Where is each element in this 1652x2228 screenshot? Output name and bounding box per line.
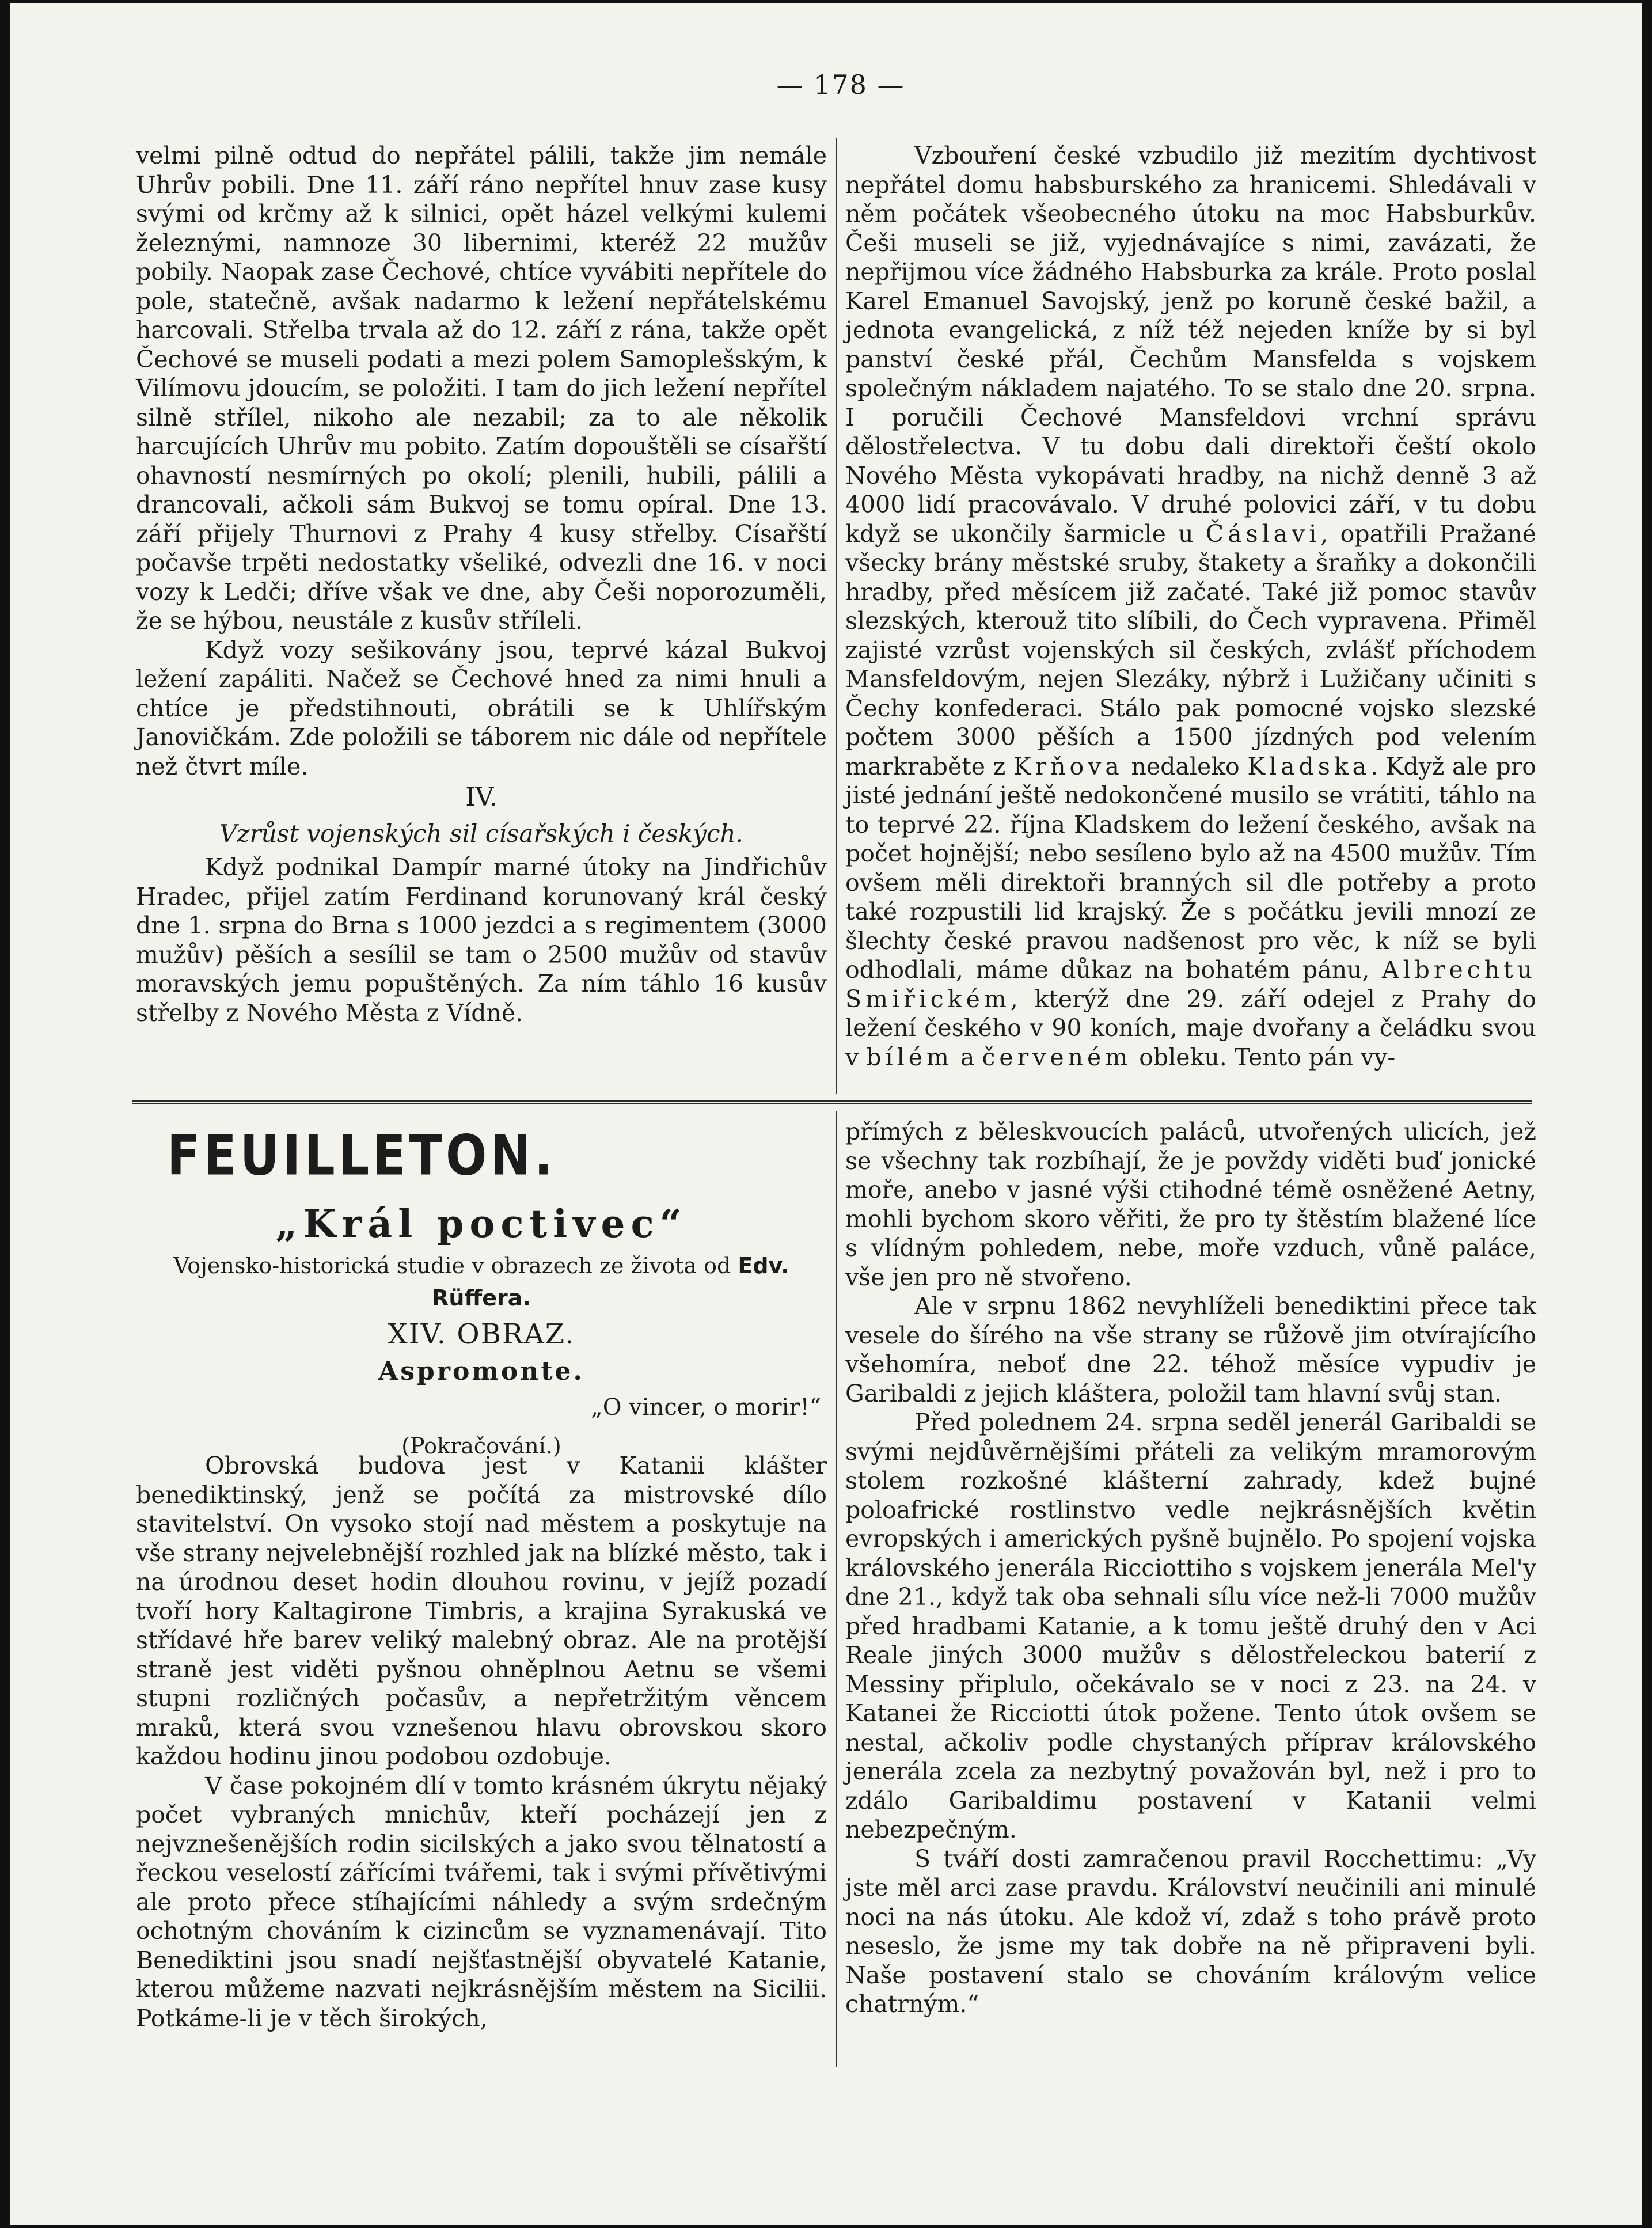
paragraph: Obrovská budova jest v Katanii klášter benediktinský, jenž se počítá za mistrovské dílo stavitelství. On vysoko stojí nad městem a poskytuje na vše strany nejvelebnější rozhled jak na blízké město, tak i na úrodnou deset hodin dlouhou rovinu, v jejíž pozadí tvoří hory Kaltagirone Timbris, a krajina Syrakuská ve střídavé hře barev veliký malebný obraz. Ale na protější straně jest viděti pyšnou ohněplnou Aetnu se všemi stupni rozličných počasův, a nepřetržitým věncem mraků, která svou vznešenou hlavu obrovskou skoro každou hodinu jinou podobou ozdobuje. bbox=[136, 1452, 827, 1770]
right-column-top bbox=[845, 141, 1536, 1085]
emphasis-text: Albrechtu Smiřickém bbox=[845, 956, 1536, 1013]
author-name: Edv. Rüffera. bbox=[432, 1253, 789, 1311]
continued-note: (Pokračování.) bbox=[401, 1433, 561, 1459]
scan-border-left bbox=[0, 0, 10, 2228]
paragraph: Ale v srpnu 1862 nevyhlíželi benediktini přece tak vesele do šírého na vše strany se růžově jim otvírajícího všehomíra, neboť dne 22. téhož měsíce vypudiv je Garibaldi z jejich kláštera, položil tam hlavní svůj stan. bbox=[845, 1292, 1536, 1407]
paragraph: Když vozy sešikovány jsou, teprvé kázal Bukvoj ležení zapáliti. Načež se Čechové hned za nimi hnuli a chtíce je předstihnouti, obrátili se k Uhlířským Janovičkám. Zde položili se táborem nic dále od nepřítele než čtvrt míle. bbox=[136, 636, 827, 780]
left-column-top bbox=[136, 141, 827, 1085]
paragraph: Když podnikal Dampír marné útoky na Jindřichův Hradec, přijel zatím Ferdinand korunovaný král český dne 1. srpna do Brna s 1000 jezdci a s regimentem (3000 mužův) pěších a sesílil se tam o 2500 mužův od stavův moravských jemu popuštěných. Za ním táhlo 16 kusův střelby z Nového Města z Vídně. bbox=[136, 853, 827, 1027]
emphasis-text: Kladska bbox=[1247, 752, 1371, 780]
scan-border-right bbox=[1642, 0, 1652, 2228]
section-number: IV. bbox=[465, 783, 498, 812]
motto: „O vincer, o morir!“ bbox=[591, 1394, 821, 1421]
story-title: „Král poctivec“ bbox=[275, 1201, 688, 1246]
paragraph: přímých z běleskvoucích paláců, utvořených ulicích, jež se všechny tak rozbíhají, že je povždy viděti buď jonické moře, anebo v jasné výši ctihodné témě osněžené Aetny, mohli bychom skoro věřiti, že pro ty štěstím blažené líce s vlídným pohledem, nebe, moře vzduch, vůně paláce, vše jen pro ně stvořeno. bbox=[845, 1118, 1536, 1291]
column-divider bbox=[836, 1111, 837, 2067]
right-column-bottom bbox=[845, 1117, 1536, 2062]
feuilleton-heading: FEUILLETON. bbox=[167, 1123, 556, 1188]
left-column-bottom bbox=[136, 1451, 827, 2062]
feuilleton-separator bbox=[132, 1100, 1532, 1102]
page-number: — 178 — bbox=[776, 69, 905, 100]
story-header bbox=[136, 1198, 827, 1466]
chapter-heading: XIV. OBRAZ. bbox=[388, 1318, 575, 1350]
emphasis-text: Krňova bbox=[1013, 752, 1123, 780]
section-title: Vzrůst vojenských sil císařských i českých. bbox=[219, 819, 743, 848]
paragraph: Před polednem 24. srpna seděl jenerál Garibaldi se svými nejdůvěrnějšími přáteli za velikým mramorovým stolem rozkošné klášterní zahrady, kdež bujné poloafrické rostlinstvo vedle nejkrásnějších květin evropských i amerických pyšně bujnělo. Po spojení vojska královského jenerála Ricciottiho s vojskem jenerála Mel'y dne 21., když tak oba sehnali sílu více než-li 7000 mužův před hradbami Katanie, a k tomu ještě druhý den v Aci Reale jiných 3000 mužův s dělostřeleckou baterií z Messiny připlulo, očekávalo se v noci z 23. na 24. v Katanei že Ricciotti útok požene. Tento útok ovšem se nestal, ačkoliv podle chystaných příprav královského jenerála zcela za nezbytný považován byl, než i pro to zdálo Garibaldimu postavení v Katanii velmi nebezpečným. bbox=[845, 1409, 1536, 1843]
feuilleton-separator-thin bbox=[132, 1103, 1532, 1104]
chapter-place: Aspromonte. bbox=[378, 1357, 584, 1386]
paragraph: Vzbouření české vzbudilo již mezitím dychtivost nepřátel domu habsburského za hranicemi. Shledávali v něm počátek všeobecného útoku na moc Habsburkův. Češi museli se již, vyjednávajíce s nimi, zavázati, že nepřijmou více žádného Habsburka za krále. Proto poslal Karel Emanuel Savojský, jenž po koruně české bažil, a jednota evangelická, z níž též nejeden kníže by si byl panství české přál, Čechům Mansfelda s vojskem společným nákladem najatého. To se stalo dne 20. srpna. I poručili Čechové Mansfeldovi vrchní správu dělostřelectva. V tu dobu dali direktoři čeští okolo Nového Města vykopávati hradby, na nichž denně 3 až 4000 lidí pracovávalo. V druhé polovici září, v tu dobu když se ukončily šarmicle u Čáslavi, opatřili Pražané všecky brány městské sruby, štakety a šraňky a dokončili hradby, před měsícem již začaté. Také již pomoc stavův slezských, kterouž tito slíbili, do Čech vypravena. Přiměl zajisté vzrůst vojenských sil českých, zvlášť příchodem Mansfeldovým, nejen Slezáky, nýbrž i Lužičany učiniti s Čechy konfederaci. Stálo pak pomocné vojsko slezské počtem 3000 pěších a 1500 jízdných pod velením markraběte z Krňova nedaleko Kladska. Když ale pro jisté jednání ještě nedokončené musilo se vrátiti, táhlo na to teprvé 22. října Kladskem do ležení českého, avšak na počet hojnější; nebo sesíleno bylo až na 4500 mužův. Tím ovšem měli direktoři branných sil dle potřeby a proto také rozpustili lid krajský. Že s počátku jevili mnozí ze šlechty české pravou nadšenost pro věc, k níž se byli odhodlali, máme důkaz na bohatém pánu, Albrechtu Smiřickém, kterýž dne 29. září odejel z Prahy do ležení českého v 90 koních, maje dvořany a čeládku svou v bílém a červeném obleku. Tento pán vy- bbox=[845, 142, 1536, 1071]
paragraph: V čase pokojném dlí v tomto krásném úkrytu nějaký počet vybraných mnichův, kteří pocházejí jen z nejvznešenějších rodin sicilských a jako svou tělnatostí a řeckou veselostí zářícími tvářemi, tak i svými přívětivými ale proto přece stíhajícími náhledy a svým srdečným ochotným chováním k cizincům se vyznamenávají. Tito Benediktini jsou snadí nejšťastnější obyvatelé Katanie, kterou můžeme nazvati nejkrásnějším městem na Sicilii. Potkáme-li je v těch širokých, bbox=[136, 1771, 827, 2032]
column-divider bbox=[836, 138, 837, 1094]
emphasis-text: Čáslavi bbox=[1205, 519, 1321, 548]
story-subtitle: Vojensko-historická studie v obrazech ze života od Edv. Rüffera. bbox=[173, 1253, 789, 1311]
paragraph: velmi pilně odtud do nepřátel pálili, takže jim nemále Uhrův pobili. Dne 11. září ráno nepřítel hnuv zase kusy svými od krčmy až k silnici, opět házel velkými kulemi železnými, namnoze 30 libernimi, kteréž 22 mužův pobily. Naopak zase Čechové, chtíce vyvábiti nepřítele do pole, statečně, avšak nadarmo k ležení nepřátelskému harcovali. Střelba trvala až do 12. září z rána, takže opět Čechové se museli podati a mezi polem Samoplešským, k Vilímovu jdoucím, se položiti. I tam do jich ležení nepřítel silně střílel, nikoho ale nezabil; za to ale několik harcujících Uhrův mu pobito. Zatím dopouštěli se císařští ohavností nesmírných po okolí; plenili, hubili, pálili a drancovali, ačkoli sám Bukvoj se tomu opíral. Dne 13. září přijely Thurnovi z Prahy 4 kusy střelby. Císařští počavše trpěti nedostatky všeliké, odvezli dne 16. v noci vozy k Ledči; dříve však ve dne, aby Češi noporozuměli, že se hýbou, neustále z kusův stříleli. bbox=[136, 142, 827, 635]
emphasis-text: červeném bbox=[982, 1043, 1132, 1071]
paragraph: S tváří dosti zamračenou pravil Rocchettimu: „Vy jste měl arci zase pravdu. Království neučinili ani minulé noci na nás útoku. Ale kdož ví, zdaž s toho právě proto neseslo, že jsme my tak dobře na ně připraveni byli. Naše postavení stalo se chováním královým velice chatrným.“ bbox=[845, 1844, 1536, 2018]
emphasis-text: bílém bbox=[866, 1043, 953, 1071]
